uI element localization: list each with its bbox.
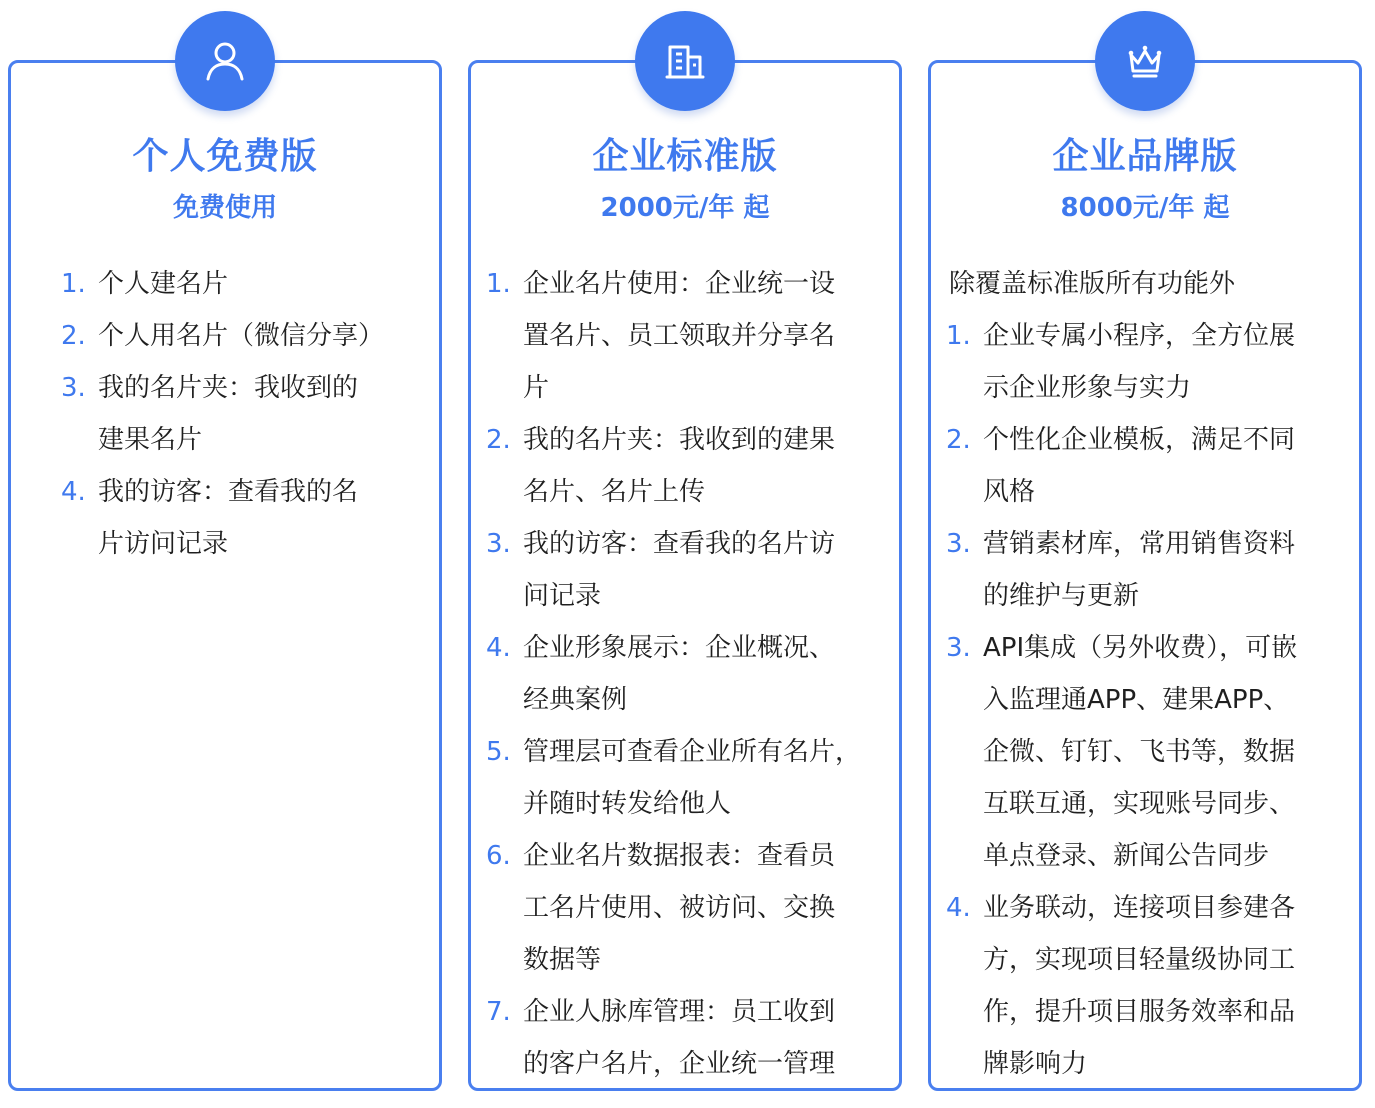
feature-list xyxy=(931,310,1359,1090)
feature-number: 1. xyxy=(946,321,971,351)
feature-item xyxy=(931,882,1359,1090)
feature-list xyxy=(11,258,439,570)
feature-text: 个人建名片 xyxy=(98,269,229,299)
feature-text: 我的名片夹：我收到的 建果名片 xyxy=(98,373,359,455)
feature-text: 我的名片夹：我收到的建果 名片、名片上传 xyxy=(523,425,836,507)
user-icon xyxy=(203,39,247,83)
crown-icon xyxy=(1125,41,1165,81)
feature-item xyxy=(471,830,899,986)
feature-number: 6. xyxy=(486,841,511,871)
feature-number: 1. xyxy=(61,269,86,299)
plan-card-enterprise-standard xyxy=(468,60,902,1091)
plan-title: 企业标准版 xyxy=(592,136,778,177)
feature-item xyxy=(931,622,1359,882)
feature-text: 个人用名片（微信分享） xyxy=(98,321,385,351)
feature-text: 我的访客：查看我的名片访 问记录 xyxy=(523,529,836,611)
plan-title: 企业品牌版 xyxy=(1052,136,1238,177)
feature-text: 管理层可查看企业所有名片， 并随时转发给他人 xyxy=(523,737,862,819)
plan-title: 个人免费版 xyxy=(132,136,318,177)
feature-number: 5. xyxy=(486,737,511,767)
feature-item xyxy=(11,258,439,310)
feature-number: 2. xyxy=(486,425,511,455)
plan-badge xyxy=(1095,11,1195,111)
feature-item xyxy=(471,622,899,726)
feature-number: 2. xyxy=(946,425,971,455)
feature-number: 3. xyxy=(946,633,971,663)
plan-price: 免费使用 xyxy=(172,193,277,223)
plan-badge xyxy=(175,11,275,111)
plan-card-personal xyxy=(8,60,442,1091)
feature-text: 我的访客：查看我的名 片访问记录 xyxy=(98,477,359,559)
feature-item xyxy=(931,518,1359,622)
feature-number: 3. xyxy=(486,529,511,559)
feature-number: 3. xyxy=(61,373,86,403)
feature-item xyxy=(471,414,899,518)
feature-number: 1. xyxy=(486,269,511,299)
feature-number: 4. xyxy=(486,633,511,663)
feature-number: 2. xyxy=(61,321,86,351)
feature-text: 企业名片使用：企业统一设 置名片、员工领取并分享名 片 xyxy=(523,269,836,403)
feature-item xyxy=(931,414,1359,518)
feature-list xyxy=(471,258,899,1090)
feature-text: 企业专属小程序，全方位展 示企业形象与实力 xyxy=(983,321,1296,403)
feature-item xyxy=(11,310,439,362)
building-icon xyxy=(665,41,705,81)
feature-text: 企业人脉库管理：员工收到 的客户名片，企业统一管理 xyxy=(523,997,836,1079)
plan-price: 8000元/年 起 xyxy=(1060,193,1230,223)
feature-item xyxy=(471,258,899,414)
feature-item xyxy=(471,518,899,622)
feature-number: 3. xyxy=(946,529,971,559)
feature-text: 企业形象展示：企业概况、 经典案例 xyxy=(523,633,836,715)
feature-item xyxy=(11,466,439,570)
plan-card-enterprise-brand xyxy=(928,60,1362,1091)
feature-text: 个性化企业模板，满足不同 风格 xyxy=(983,425,1296,507)
feature-text: 业务联动，连接项目参建各 方，实现项目轻量级协同工 作，提升项目服务效率和品 牌影响力 xyxy=(983,893,1296,1079)
feature-number: 4. xyxy=(946,893,971,923)
feature-item xyxy=(11,362,439,466)
plan-price: 2000元/年 起 xyxy=(600,193,770,223)
plan-badge xyxy=(635,11,735,111)
feature-text: 营销素材库，常用销售资料 的维护与更新 xyxy=(983,529,1296,611)
plan-intro: 除覆盖标准版所有功能外 xyxy=(949,269,1236,299)
feature-text: API集成（另外收费），可嵌 入监理通APP、建果APP、 企微、钉钉、飞书等，数据 互联互通，实现账号同步、 单点登录、新闻公告同步 xyxy=(983,633,1298,871)
feature-text: 企业名片数据报表：查看员 工名片使用、被访问、交换 数据等 xyxy=(523,841,836,975)
feature-item xyxy=(471,726,899,830)
feature-item xyxy=(471,986,899,1090)
feature-number: 7. xyxy=(486,997,511,1027)
feature-item xyxy=(931,310,1359,414)
feature-number: 4. xyxy=(61,477,86,507)
